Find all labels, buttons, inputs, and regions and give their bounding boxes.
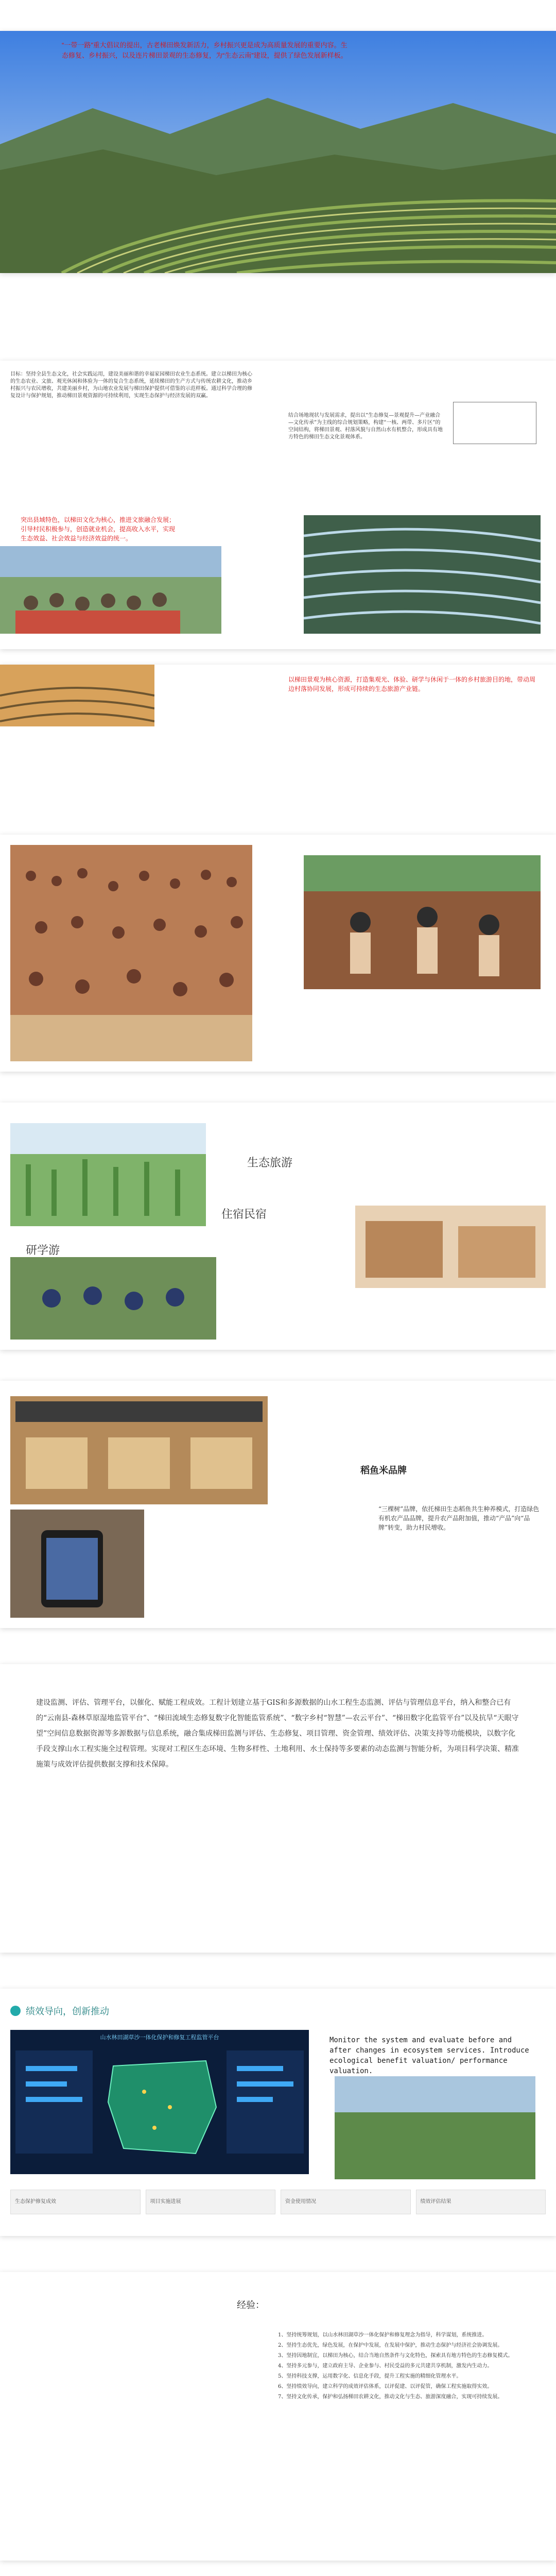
experience-title: 经验： (237, 2300, 265, 2311)
card-2: 项目实施进展 (146, 2190, 276, 2214)
experience-list (278, 2329, 530, 2404)
brand-description: “三棵树”品牌，依托梯田生态稻鱼共生种养模式，打造绿色有机农产品品牌，提升农产品附加值，推动“产品”向“品牌”转变，助力村民增收。 (378, 1505, 540, 1531)
card-1: 生态保护修复成效 (10, 2190, 141, 2214)
experience-item: 3、坚持因地制宜，以梯田为核心，结合当地自然条件与文化特色，探索具有地方特色的生态修复模式。 (278, 2353, 513, 2359)
dashboard-cards (10, 2190, 546, 2214)
dashboard-title: 山水林田湖草沙一体化保护和修复工程监管平台 (100, 2035, 219, 2041)
slide-2 (0, 361, 556, 649)
blank-frame (453, 402, 536, 444)
farmers-photo (304, 855, 541, 989)
slide-5 (0, 1103, 556, 1350)
study-tour-label: 研学游 (26, 1244, 60, 1257)
slide-8 (0, 1989, 556, 2236)
section-title (10, 2004, 109, 2018)
homestay-label: 住宿民宿 (221, 1208, 267, 1221)
crowd-festival-photo (10, 845, 252, 1061)
slide-9 (0, 2272, 556, 2561)
farmers-market-photo (10, 1396, 268, 1504)
phone-browsing-photo (10, 1510, 144, 1618)
experience-item: 1、坚持统筹规划，以山水林田湖草沙一体化保护和修复理念为指导，科学谋划，系统推进。 (278, 2332, 488, 2338)
slide-4 (0, 835, 556, 1072)
slide-6 (0, 1381, 556, 1628)
terrace-landscape-illustration (0, 31, 556, 273)
terrace-sunset-photo (0, 665, 154, 726)
experience-item: 2、坚持生态优先，绿色发展，在保护中发展，在发展中保护，推动生态保护与经济社会协调发展。 (278, 2343, 503, 2348)
right-text: 以梯田景观为核心资源，打造集观光、体验、研学与休闲于一体的乡村旅游目的地，带动周边村落协同发展，形成可持续的生态旅游产业链。 (288, 676, 536, 692)
paddy-field-photo (10, 1123, 206, 1226)
platform-paragraph: 建设监测、评估、管理平台，以催化、赋能工程成效。工程计划建立基于GIS和多源数据的山水工程生态监测、评估与管理信息平台，纳入和整合已有的“云南县-森林草原湿地监管平台”、“梯田流域生态修复数字化智能监管系统”、“数字乡村“智慧”—农云平台”、“梯田数字化监管平台”以及抗旱“天眼守望”空间信息数据资源等多源数据与信息系统，融合集成梯田监测与评估、生态修复、项目管理、资金管理、绩效评估、决策支持等功能模块，以数字化手段支撑山水工程实施全过程管理。实现对工程区生态环境、生物多样性、土地利用、水土保持等多要素的动态监测与智能分析，为项目科学决策、精准施策与成效评估提供数据支撑和技术保障。 (36, 1699, 519, 1769)
hero-caption: “一带一路”重大倡议的提出，古老梯田焕发新活力，乡村振兴更是成为高质量发展的重要内容。生态修复、乡村振兴，以及连片梯田景观的生态修复，为“生态云南”建设，提供了绿色发展新样板。 (62, 41, 348, 59)
experience-item: 6、坚持绩效导向，建立科学的成效评估体系，以评促建、以评促管，确保工程实施取得实效。 (278, 2384, 493, 2389)
experience-item: 5、坚持科技支撑，运用数字化、信息化手段，提升工程实施的精细化管理水平。 (278, 2374, 462, 2379)
audience-photo (0, 546, 221, 634)
monitoring-dashboard (10, 2030, 309, 2174)
experience-item: 4、坚持多元参与，建立政府主导、企业参与、村民受益的多元共建共享机制，激发内生动力。 (278, 2363, 493, 2369)
slide-7 (0, 1664, 556, 1953)
experience-item: 7、坚持文化传承，保护和弘扬梯田农耕文化，推动文化与生态、旅游深度融合，实现可持续发展。 (278, 2394, 503, 2400)
slide-1 (0, 31, 556, 273)
tourism-caption: 突出县域特色，以梯田文化为核心，推进文旅融合发展；引导村民积极参与，创造就业机会，提高收入水平，实现生态效益、社会效益与经济效益的统一。 (21, 516, 176, 542)
study-tour-photo (10, 1257, 216, 1340)
circle-icon (10, 2006, 21, 2016)
field-work-photo (335, 2076, 535, 2179)
card-3: 资金使用情况 (281, 2190, 411, 2214)
card-4: 绩效评估结果 (416, 2190, 546, 2214)
english-text: Monitor the system and evaluate before and after changes in ecosystem services. Introduce ecological benefit valuation/ performance valuation. (329, 2036, 529, 2075)
eco-tourism-label: 生态旅游 (247, 1157, 293, 1170)
brand-title: 稻鱼米品牌 (360, 1465, 407, 1476)
slide-3 (0, 665, 556, 845)
homestay-photo (355, 1206, 546, 1288)
terrace-aerial-photo (304, 515, 541, 634)
terrace-hero-photo (0, 31, 556, 273)
objective-text-left: 目标：坚持全县生态文化，社会实践运用，建设美丽和谐的幸福家园梯田农业生态系统。建立以梯田为核心的生态农业、文旅、观光休闲和体验为一体的复合生态系统，延续梯田的生产方式与传统农耕文化，推动乡村振兴与农民增收，共建美丽乡村，为山地农业发展与梯田保护提供可借鉴的示范样板。通过科学合理的修复设计与保护规划，推动梯田景观资源的可持续利用，实现生态保护与经济发展的双赢。 (10, 371, 252, 399)
section-title-text: 绩效导向，创新推动 (26, 2006, 109, 2016)
strategy-text-right: 结合场地现状与发展需求，提出以“生态修复—景观提升—产业融合—文化传承”为主线的综合规划策略，构建“一核、两带、多片区”的空间结构，将梯田景观、村落风貌与自然山水有机整合，形成具有地方特色的梯田生态文化景观体系。 (288, 413, 443, 440)
